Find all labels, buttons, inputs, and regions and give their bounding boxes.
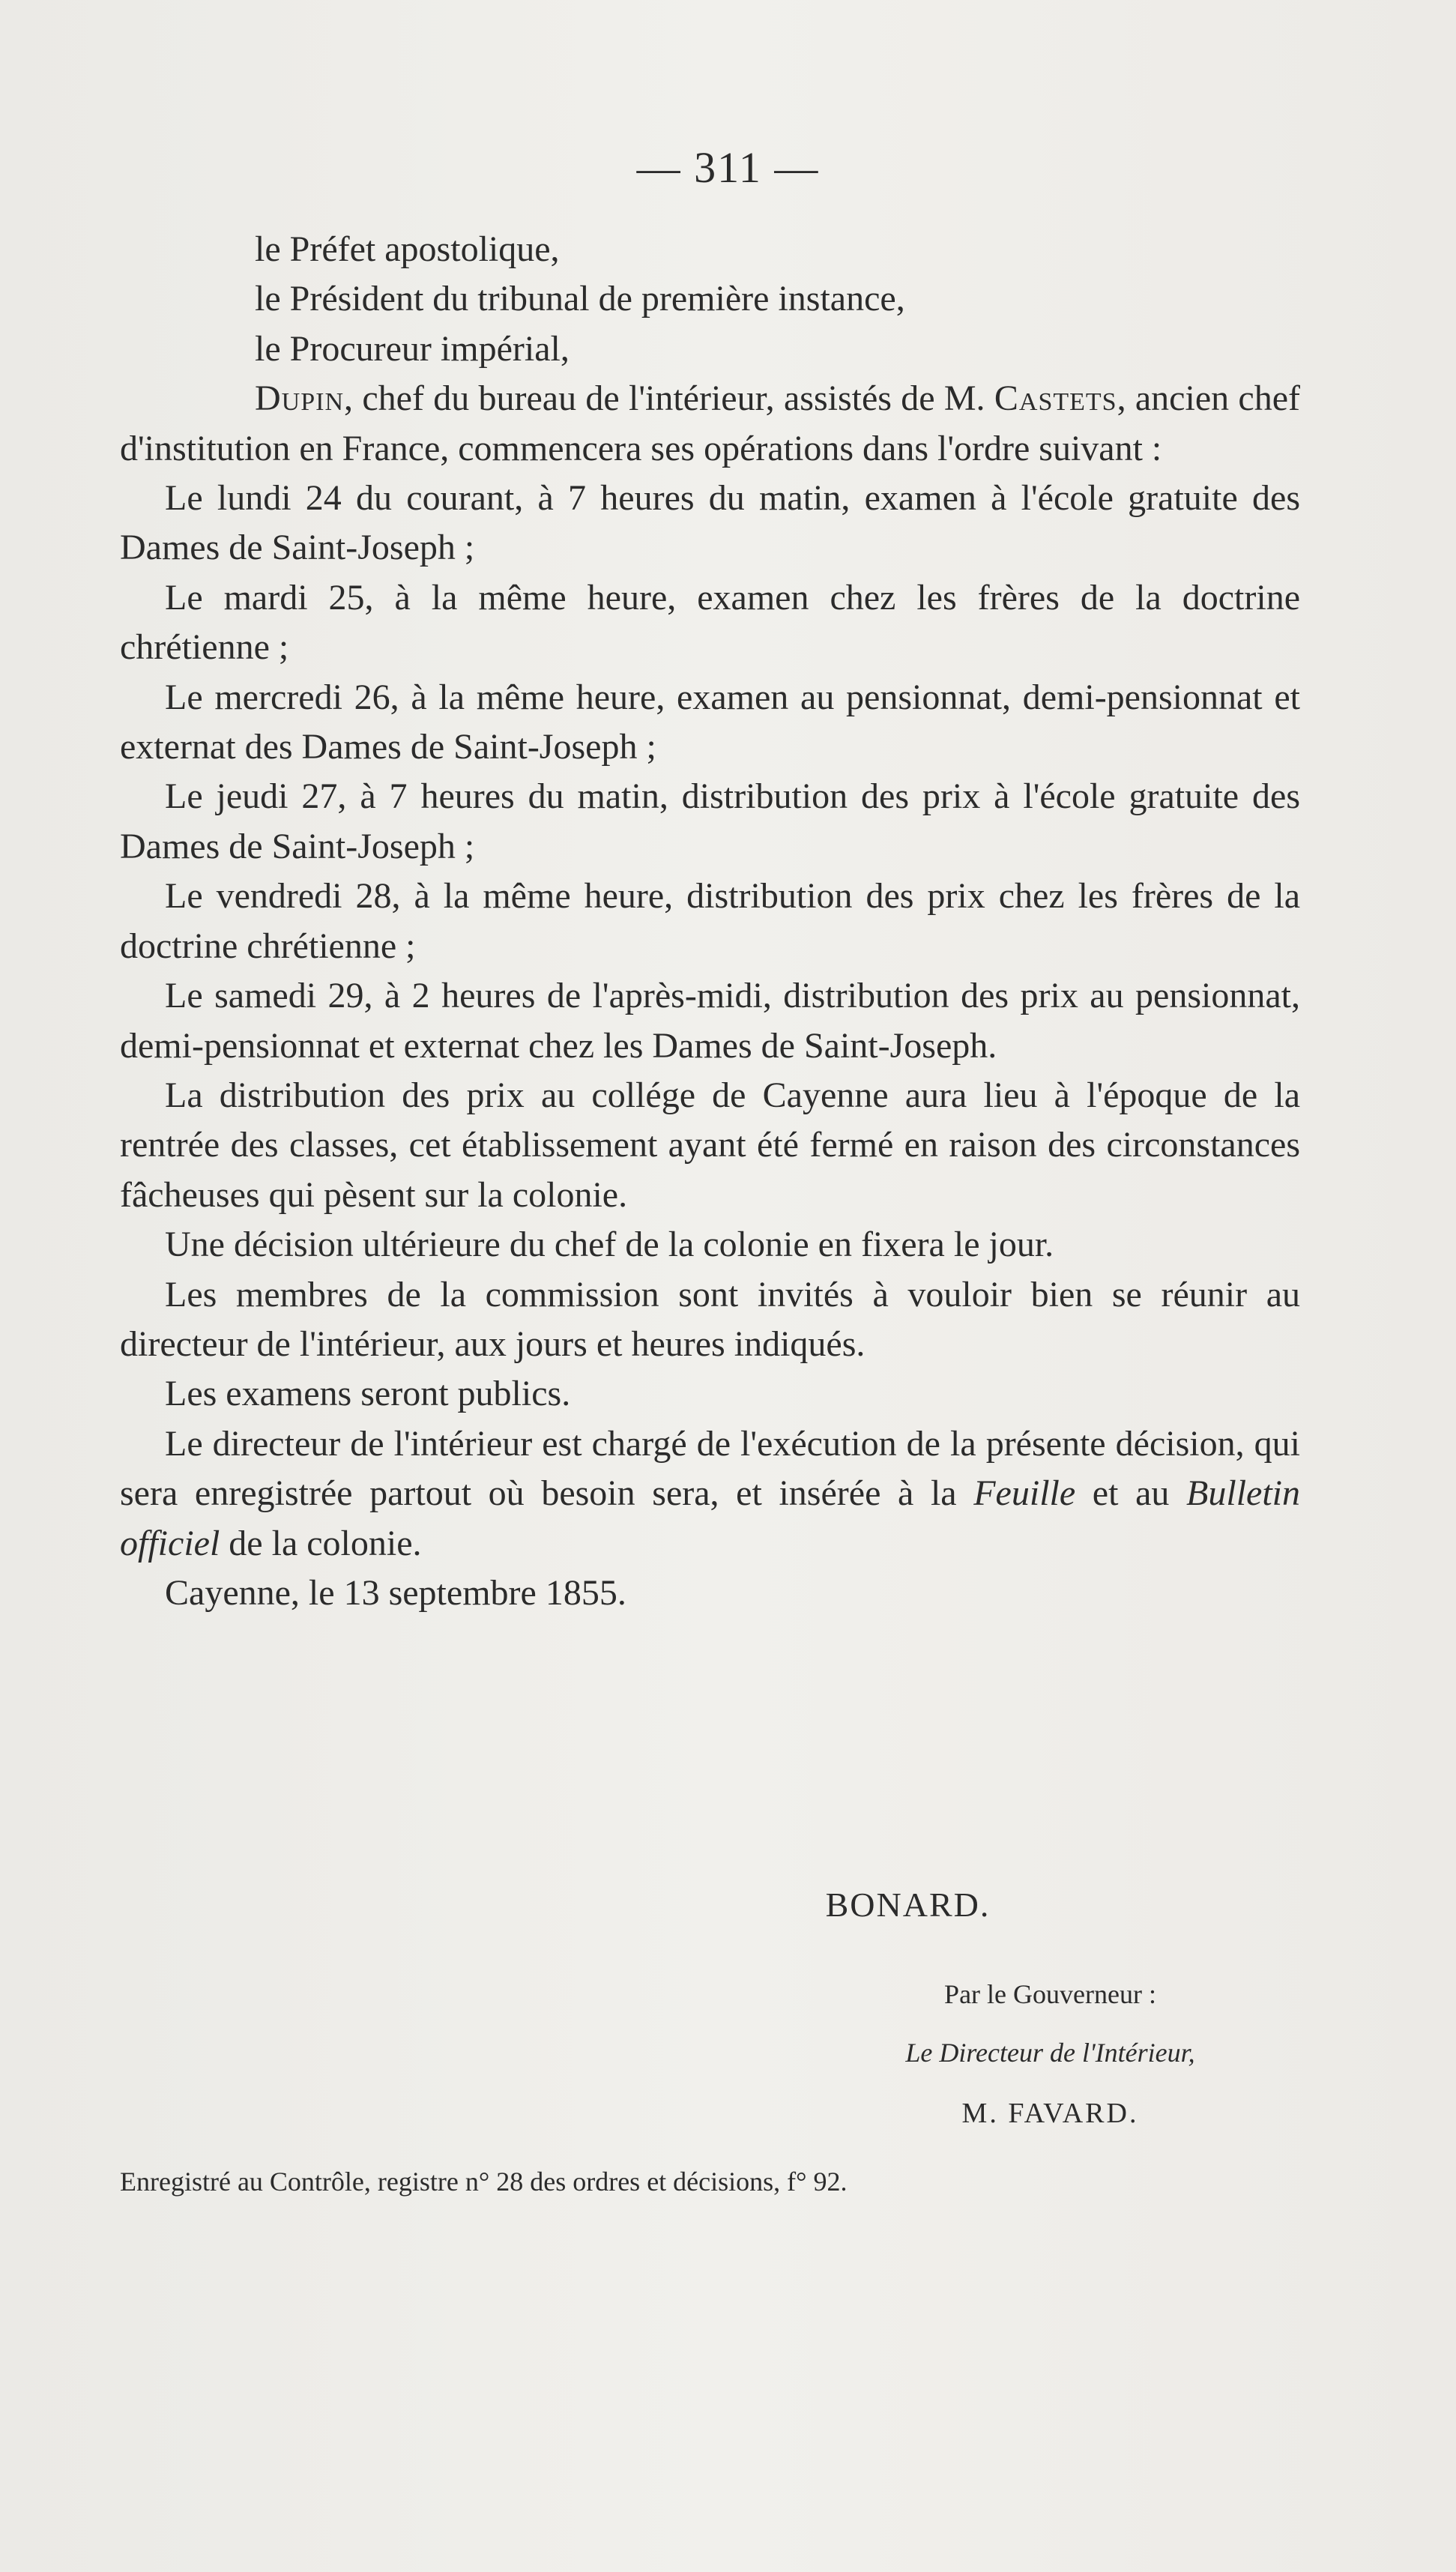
castets-text: , ancien chef d'institution en France, commencera ses opérations dans l'ordre suivant :	[120, 378, 1301, 468]
bulletin-title: Bulletin officiel	[120, 1473, 1300, 1563]
college-paragraph: La distribution des prix au collége de Cayenne aura lieu à l'époque de la rentrée des classes, cet établissement ayant été fermé en raison des circonstances fâcheuses qui pèsent sur la colonie.	[120, 1075, 1300, 1215]
schedule-paragraph: Le samedi 29, à 2 heures de l'après-midi, distribution des prix au pensionnat, demi-pensionnat et externat chez les Dames de Saint-Joseph.	[120, 976, 1300, 1066]
execution-text-c: de la colonie.	[220, 1523, 422, 1563]
registration-note: Enregistré au Contrôle, registre n° 28 des ordres et décisions, f° 92.	[120, 2167, 848, 2197]
page-number-header: — 311 —	[636, 143, 820, 192]
execution-text-a: Le directeur de l'intérieur est chargé de l'exécution de la présente décision, qui sera enregistrée partout où besoin sera, et insérée à la	[120, 1423, 1300, 1514]
schedule-paragraph: Le mardi 25, à la même heure, examen chez les frères de la doctrine chrétienne ;	[120, 577, 1300, 668]
execution-paragraph	[120, 1419, 1300, 1569]
signature-favard: M. FAVARD.	[961, 2098, 1139, 2129]
dupin-name: Dupin	[255, 378, 345, 419]
member-line: le Président du tribunal de première instance,	[255, 279, 905, 319]
schedule-paragraph: Le vendredi 28, à la même heure, distribution des prix chez les frères de la doctrine chrétienne ;	[120, 876, 1300, 966]
member-line: le Préfet apostolique,	[255, 229, 560, 269]
signature-bonard: BONARD.	[825, 1886, 991, 1924]
public-paragraph: Les examens seront publics.	[165, 1374, 571, 1414]
execution-text-b: et au	[1075, 1473, 1187, 1514]
dupin-paragraph	[120, 374, 1300, 474]
member-line: le Procureur impérial,	[255, 328, 570, 369]
dupin-text: , chef du bureau de l'intérieur, assistés de M.	[344, 378, 985, 419]
directeur-line: Le Directeur de l'Intérieur,	[905, 2038, 1195, 2068]
decision-paragraph: Une décision ultérieure du chef de la colonie en fixera le jour.	[165, 1225, 1054, 1265]
commission-paragraph: Les membres de la commission sont invités à vouloir bien se réunir au directeur de l'intérieur, aux jours et heures indiqués.	[120, 1274, 1300, 1364]
castets-name: Castets	[994, 378, 1117, 419]
gouverneur-line: Par le Gouverneur :	[944, 1979, 1156, 2009]
schedule-paragraph: Le lundi 24 du courant, à 7 heures du matin, examen à l'école gratuite des Dames de Saint-Joseph ;	[120, 478, 1300, 568]
date-line: Cayenne, le 13 septembre 1855.	[165, 1572, 626, 1613]
feuille-title: Feuille	[973, 1473, 1076, 1514]
decision-body	[120, 225, 1300, 1618]
schedule-paragraph: Le mercredi 26, à la même heure, examen au pensionnat, demi-pensionnat et externat des Dames de Saint-Joseph ;	[120, 677, 1300, 767]
schedule-paragraph: Le jeudi 27, à 7 heures du matin, distribution des prix à l'école gratuite des Dames de Saint-Joseph ;	[120, 776, 1300, 866]
